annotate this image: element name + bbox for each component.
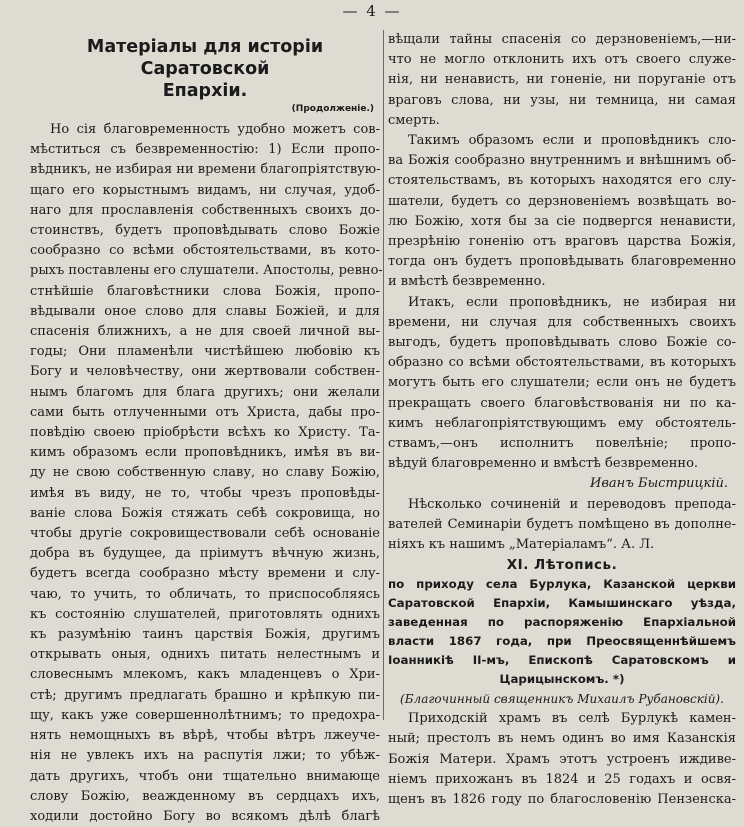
text-line: щенъ въ 1826 году по благословенію Пензенска- [388,792,736,808]
author-note: (Благочинный священникъ Михаилъ Рубановскій). [400,692,724,707]
text-line: и вмѣстѣ безвременно. [388,274,546,290]
text-line: нять немощныхъ въ вѣрѣ, чтобы вѣтръ лжеучe- [30,728,380,744]
left-column [30,30,383,824]
text-line: будетъ всегда сообразно мѣсту времени и слу- [30,566,380,582]
right-column [388,30,736,808]
text-line: смерть. [388,112,440,128]
text-line: выгодъ, будетъ проповѣдывать слово Божіе со- [388,335,736,351]
text-line: образно со всѣми обстоятельствами, въ которыхъ [388,355,736,371]
text-line: рыхъ поставлены его слушатели. Апостолы, ревно- [30,263,383,279]
author-signature: Иванъ Быстрицкій. [590,476,728,492]
text-line: вѣдуй благовременно и вмѣстѣ безвременно. [388,456,699,472]
text-line: слову Божію, веажденному въ сердцахъ ихъ, [30,788,380,804]
text-line: тогда онъ будетъ проповѣдывать благовременно [388,254,736,270]
text-line: мѣститься съ безвременностію: 1) Если пропо- [30,142,380,158]
text-line: къ состоянію слушателей, приготовлять однихъ [30,606,380,622]
text-line: ходили достойно Богу во всякомъ дѣлѣ благѣ [30,808,380,824]
left-body-text [30,120,383,827]
section-subtitle-line: по приходу села Бурлука, Казанской церкви [388,577,736,592]
text-line: шатели, будетъ со дерзновеніемъ возвѣщать во- [388,193,736,209]
text-line: Нѣсколько сочиненій и переводовъ препода- [408,496,736,512]
section-subtitle [388,575,736,689]
article-subtitle: (Продолженіе.) [291,104,374,114]
section-subtitle-line: заведенная по распоряженію Епархіальной [388,615,736,630]
text-line: къ разумѣнію таинъ царствія Божія, другимъ [30,627,380,643]
section-subtitle-line: власти 1867 года, при Преосвященнѣйшемъ [388,634,736,649]
text-line: ва Божія сообразно внутреннимъ и внѣшнимъ об- [388,153,736,169]
text-line: словеснымъ млекомъ, какъ младенцевъ о Хри- [30,667,380,683]
text-line: ный; престолъ въ немъ одинъ во имя Казанскія [388,731,736,747]
text-line: Богу и человѣчеству, они жертвовали собствен- [30,364,380,380]
text-line: щаго его корыстнымъ видамъ, ни случая, удоб- [30,182,380,198]
article-title [30,36,380,102]
text-line: имѣя въ виду, не то, чтобы чрезъ проповѣды- [30,485,380,501]
text-line: чтобы другіе сокровиществовали себѣ основаніе [30,526,380,542]
text-line: стоятельствамъ, въ которыхъ находятся его слу- [388,173,736,189]
text-line: вѣдникъ, не избирая ни времени благопріятствую- [30,162,381,178]
column-divider [383,30,384,720]
text-line: открывать оныя, однихъ питать нелестнымъ и [30,647,380,663]
text-line: сообразно со всѣми обстоятельствами, въ кото- [30,243,380,259]
section-body-text [388,709,736,810]
text-line: Такимъ образомъ если и проповѣдникъ сло- [408,133,736,149]
text-line: вѣдывали оное слово для славы Божіей, и для [30,303,380,319]
text-line: времени, ни случая для собственныхъ своихъ [388,314,736,330]
text-line: спасенія ближнихъ, а не для своей личной вы- [30,324,380,340]
text-line: стоинствъ, будетъ проповѣдывать слово Божіе [30,223,380,239]
text-line: ніяхъ къ нашимъ „Матеріаламъ“. А. Л. [388,537,655,553]
text-line: презрѣнію гоненію отъ враговъ царства Божія, [388,234,736,250]
section-subtitle-line: Іоанникіѣ II-мъ, Епископѣ Саратовскомъ и [388,653,736,668]
text-line: вѣщали тайны спасенія со дерзновеніемъ,—ни- [388,32,736,47]
editor-note [388,495,736,556]
article-title-line: Матеріалы для исторіи Саратовской [86,37,324,79]
text-line: дать другихъ, чтобъ они тщательно внимающе [30,768,380,784]
text-line: повѣдію своею пріобрѣсти всѣхъ ко Христу. Та- [30,425,380,441]
text-line: ніемъ прихожанъ въ 1824 и 25 годахъ и освя- [388,771,736,787]
text-line: кимъ образомъ если проповѣдникъ, имѣя въ ви- [30,445,380,461]
text-line: сами быть отлученными отъ Христа, дабы про- [30,404,380,420]
text-line: лю Божію, хотя бы за сіе подвергся ненависти, [388,213,736,229]
article-title-line: Епархіи. [162,81,248,101]
text-line: прекращать своего благовѣствованія ни по ка- [388,395,736,411]
text-line: годы; Они пламенѣли чистѣйшею любовію къ [30,344,380,360]
text-line: кимъ неблагопріятствующимъ ему обстоятель- [388,415,736,431]
text-line: чаю, то учить, то обличать, то приспособляясь [30,586,380,602]
text-line: Итакъ, если проповѣдникъ, не избирая ни [408,294,736,310]
section-subtitle-line: Царицынскомъ. *) [499,672,625,687]
text-line: Приходскій храмъ въ селѣ Бурлукѣ камен- [408,711,736,727]
text-line: могутъ быть его слушатели; если онъ не будетъ [388,375,736,391]
text-line: Но сія благовременность удобно можетъ сов- [50,122,380,137]
text-line: нымъ благомъ для блага другихъ; они желали [30,384,380,400]
right-body-text [388,30,736,474]
text-line: ду не свою собственную славу, но славу Божію, [30,465,380,481]
text-line: что не могло отклонить ихъ отъ своего служе- [388,52,736,68]
text-line: вателей Семинаріи будетъ помѣщено въ дополне- [388,516,736,532]
text-line: Божія Матери. Храмъ этотъ устроенъ иждиве- [388,751,736,767]
text-line: нія, ни ненависть, ни гоненіе, ни поруганіе отъ [388,72,736,88]
text-line: ваніе слова Божія стяжать себѣ сокровища, но [30,505,380,521]
text-line: добра въ будущее, да пріимутъ вѣчную жизнь, [30,546,380,562]
text-line: враговъ слова, ни узы, ни темница, ни самая [388,92,736,108]
text-line: стѣ; другимъ предлагать брашно и крѣпкую пи- [30,687,380,703]
page-number: — 4 — [342,2,402,20]
section-subtitle-line: Саратовской Епархіи, Камышинскаго уѣзда, [388,596,736,611]
text-line: щу, какъ уже совершеннолѣтнимъ; то предохра- [30,707,380,723]
text-line: ствамъ,—онъ исполнитъ повелѣніе; пропо- [388,436,736,452]
text-line: нія не увлекъ ихъ на распутія лжи; то убѣж- [30,748,380,764]
text-line: стнѣйшіе благовѣстники слова Божія, пропо- [30,283,380,299]
text-line: наго для прославленія собственныхъ своихъ до- [30,202,380,218]
section-heading: XI. Лѣтопись. [506,557,618,574]
